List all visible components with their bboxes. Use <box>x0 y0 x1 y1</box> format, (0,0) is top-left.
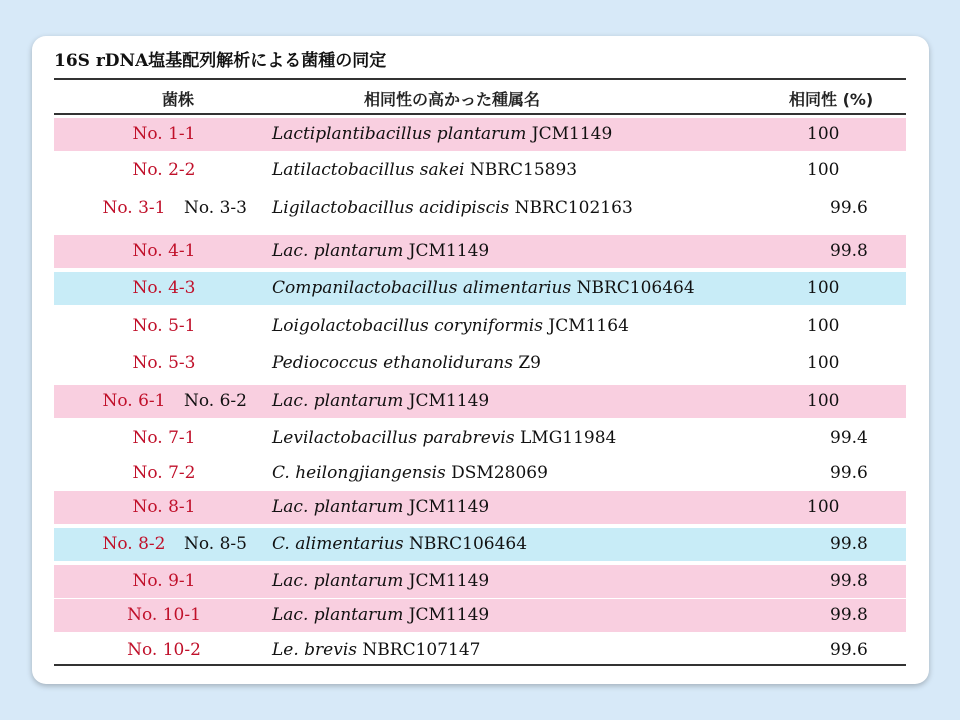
homology-value: 99.4 <box>830 428 868 448</box>
species-name <box>272 640 480 660</box>
species-italic: Lac. plantarum <box>272 605 404 625</box>
table-row <box>54 599 906 632</box>
species-name <box>272 198 633 218</box>
table-row <box>54 422 906 455</box>
table-header-rule <box>54 113 906 115</box>
table-row <box>54 347 906 380</box>
table-row <box>54 235 906 268</box>
species-italic: Ligilactobacillus acidipiscis <box>272 198 510 218</box>
table-row <box>54 528 906 561</box>
header-homology: 相同性 (%) <box>789 90 874 109</box>
species-strain-code: NBRC106464 <box>403 534 528 554</box>
homology-value: 100 <box>807 124 840 144</box>
slide-card <box>32 36 929 684</box>
species-italic: Lactiplantibacillus plantarum <box>272 124 527 144</box>
strain-id: No. 5-1 <box>132 316 196 336</box>
species-italic: Loigolactobacillus coryniformis <box>272 316 543 336</box>
species-italic: Lac. plantarum <box>272 241 404 261</box>
table-row <box>54 310 906 343</box>
species-name <box>272 571 489 591</box>
table-row <box>54 154 906 187</box>
strain-id: No. 4-3 <box>132 278 196 298</box>
species-strain-code: NBRC15893 <box>464 160 578 180</box>
table-row <box>54 491 906 524</box>
strain-id-secondary: No. 6-2 <box>184 391 247 411</box>
strain-id: No. 8-1 <box>132 497 196 517</box>
species-strain-code: JCM1149 <box>403 241 490 261</box>
species-strain-code: NBRC107147 <box>357 640 481 660</box>
homology-value: 99.8 <box>830 605 868 625</box>
table-row <box>54 457 906 490</box>
slide-title: 16S rDNA塩基配列解析による菌種の同定 <box>54 51 387 71</box>
species-italic: C. alimentarius <box>272 534 404 554</box>
strain-id: No. 3-1 <box>102 198 166 218</box>
species-name <box>272 160 577 180</box>
homology-value: 99.8 <box>830 241 868 261</box>
species-name <box>272 241 489 261</box>
species-strain-code: NBRC106464 <box>571 278 695 298</box>
header-species: 相同性の高かった種属名 <box>364 90 541 109</box>
species-italic: Lac. plantarum <box>272 571 404 591</box>
species-italic: Lac. plantarum <box>272 497 404 517</box>
homology-value: 100 <box>807 497 840 517</box>
species-name <box>272 353 541 373</box>
species-strain-code: JCM1149 <box>403 605 490 625</box>
species-italic: Levilactobacillus parabrevis <box>272 428 515 448</box>
strain-id: No. 8-2 <box>102 534 166 554</box>
species-strain-code: JCM1149 <box>526 124 613 144</box>
species-strain-code: DSM28069 <box>445 463 548 483</box>
species-name <box>272 463 548 483</box>
header-strain: 菌株 <box>162 90 195 109</box>
species-strain-code: JCM1149 <box>403 497 490 517</box>
homology-value: 99.6 <box>830 640 868 660</box>
homology-value: 99.8 <box>830 534 868 554</box>
species-name <box>272 124 612 144</box>
species-strain-code: JCM1149 <box>403 391 490 411</box>
species-strain-code: NBRC102163 <box>509 198 633 218</box>
species-italic: Companilactobacillus alimentarius <box>272 278 572 298</box>
species-italic: Pediococcus ethanolidurans <box>272 353 513 373</box>
homology-value: 99.6 <box>830 463 868 483</box>
species-strain-code: LMG11984 <box>514 428 617 448</box>
homology-value: 100 <box>807 278 840 298</box>
table-top-rule <box>54 78 906 80</box>
species-name <box>272 316 629 336</box>
homology-value: 99.6 <box>830 198 868 218</box>
strain-id-secondary: No. 3-3 <box>184 198 247 218</box>
species-italic: C. heilongjiangensis <box>272 463 446 483</box>
species-strain-code: JCM1149 <box>403 571 490 591</box>
table-row <box>54 272 906 305</box>
homology-value: 99.8 <box>830 571 868 591</box>
strain-id: No. 7-2 <box>132 463 196 483</box>
strain-id: No. 7-1 <box>132 428 196 448</box>
homology-value: 100 <box>807 316 840 336</box>
species-strain-code: Z9 <box>512 353 542 373</box>
table-row <box>54 118 906 151</box>
strain-id: No. 10-1 <box>127 605 201 625</box>
species-strain-code: JCM1164 <box>542 316 629 336</box>
strain-id: No. 4-1 <box>132 241 196 261</box>
table-header <box>54 81 906 111</box>
strain-id: No. 9-1 <box>132 571 196 591</box>
species-italic: Le. brevis <box>272 640 357 660</box>
species-name <box>272 391 489 411</box>
species-name <box>272 534 527 554</box>
species-italic: Latilactobacillus sakei <box>272 160 465 180</box>
strain-id: No. 1-1 <box>132 124 196 144</box>
homology-value: 100 <box>807 391 840 411</box>
table-row <box>54 192 906 225</box>
table-row <box>54 634 906 667</box>
species-name <box>272 278 695 298</box>
species-name <box>272 605 489 625</box>
homology-value: 100 <box>807 353 840 373</box>
species-italic: Lac. plantarum <box>272 391 404 411</box>
table-row <box>54 385 906 418</box>
table-bottom-rule <box>54 664 906 666</box>
species-name <box>272 428 616 448</box>
table-row <box>54 565 906 598</box>
strain-id-secondary: No. 8-5 <box>184 534 247 554</box>
strain-id: No. 5-3 <box>132 353 196 373</box>
homology-value: 100 <box>807 160 840 180</box>
strain-id: No. 2-2 <box>132 160 196 180</box>
strain-id: No. 6-1 <box>102 391 166 411</box>
strain-id: No. 10-2 <box>127 640 201 660</box>
species-name <box>272 497 489 517</box>
